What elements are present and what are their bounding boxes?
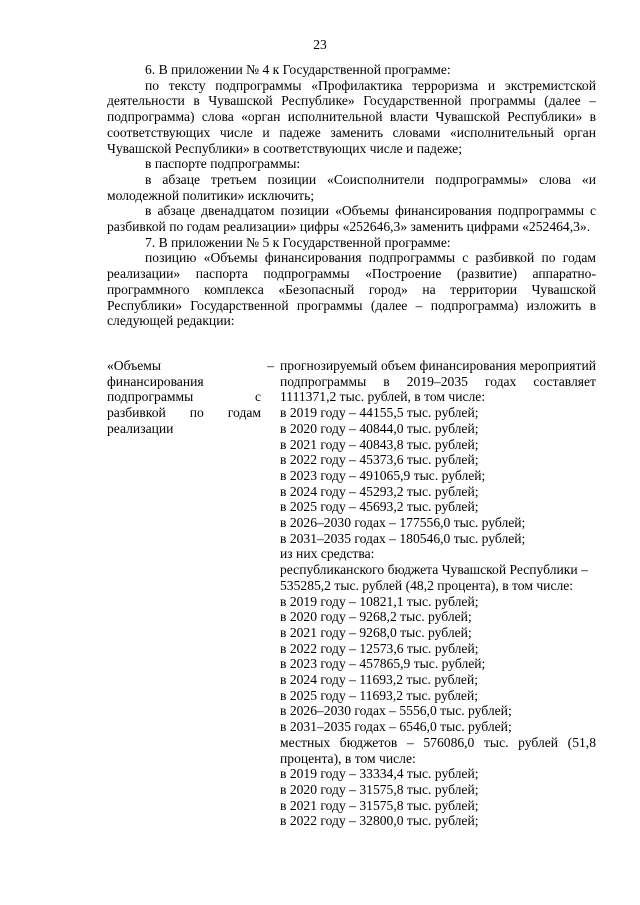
financing-line: в 2023 году – 491065,9 тыс. рублей;	[280, 467, 486, 483]
financing-line: в 2019 году – 44155,5 тыс. рублей;	[280, 405, 479, 421]
financing-line: в 2021 году – 31575,8 тыс. рублей;	[280, 797, 479, 813]
financing-line: в 2023 году – 457865,9 тыс. рублей;	[280, 656, 486, 672]
financing-line: в 2022 году – 32800,0 тыс. рублей;	[280, 813, 479, 829]
paragraph: 6. В приложении № 4 к Государственной программе:	[145, 62, 451, 77]
financing-line: местных бюджетов – 576086,0 тыс. рублей (51,8 процента), в том числе:	[280, 734, 596, 766]
paragraph: позицию «Объемы финансирования подпрограммы с разбивкой по годам реализации» паспорта подпрограммы «Построение (развитие) аппаратно-программного комплекса «Безопасный город» на территории Чувашской Республики» Государственной программы (далее – подпрограмма) изложить в следующей редакции:	[107, 250, 596, 329]
financing-line: в 2031–2035 годах – 6546,0 тыс. рублей;	[280, 719, 512, 735]
financing-line: в 2026–2030 годах – 5556,0 тыс. рублей;	[280, 703, 512, 719]
financing-line: в 2025 году – 11693,2 тыс. рублей;	[280, 687, 479, 703]
financing-line: в 2019 году – 10821,1 тыс. рублей;	[280, 593, 479, 609]
financing-line: в 2021 году – 40843,8 тыс. рублей;	[280, 436, 479, 452]
financing-line: в 2026–2030 годах – 177556,0 тыс. рублей;	[280, 515, 526, 531]
paragraph: в абзаце третьем позиции «Соисполнители подпрограммы» слова «и молодежной политики» исключить;	[107, 171, 596, 203]
financing-line: в 2020 году – 40844,0 тыс. рублей;	[280, 420, 479, 436]
paragraph: 7. В приложении № 5 к Государственной программе:	[145, 234, 451, 250]
financing-value-cell	[280, 358, 596, 829]
paragraph: в паспорте подпрограммы:	[145, 156, 301, 172]
page-number: 23	[313, 37, 327, 52]
document-body	[107, 62, 596, 329]
financing-line: в 2024 году – 11693,2 тыс. рублей;	[280, 672, 479, 688]
financing-line: в 2024 году – 45293,2 тыс. рублей;	[280, 483, 479, 499]
financing-table	[107, 358, 596, 829]
financing-line: в 2025 году – 45693,2 тыс. рублей;	[280, 499, 479, 515]
financing-line: из них средства:	[280, 546, 375, 562]
financing-line: в 2031–2035 годах – 180546,0 тыс. рублей;	[280, 530, 526, 546]
financing-line: в 2020 году – 31575,8 тыс. рублей;	[280, 781, 479, 797]
label-dash: –	[267, 358, 274, 373]
financing-label: «Объемы финансирования подпрограммы с разбивкой по годам реализации	[107, 358, 261, 436]
financing-label-cell	[107, 358, 274, 437]
paragraph: по тексту подпрограммы «Профилактика терроризма и экстремистской деятельности в Чувашской Республике» Государственной программы (далее – подпрограмма) слова «орган исполнительной власти Чувашской Республики» в соответствующих числе и падеже заменить словами «исполнительный орган Чувашской Республики» в соответствующих числе и падеже;	[107, 77, 596, 156]
financing-line: в 2019 году – 33334,4 тыс. рублей;	[280, 766, 479, 782]
financing-line: в 2022 году – 45373,6 тыс. рублей;	[280, 452, 479, 468]
paragraph: в абзаце двенадцатом позиции «Объемы финансирования подпрограммы с разбивкой по годам реализации» цифры «252646,3» заменить цифрами «252464,3».	[107, 203, 596, 235]
financing-line: в 2021 году – 9268,0 тыс. рублей;	[280, 624, 472, 640]
financing-line: в 2022 году – 12573,6 тыс. рублей;	[280, 640, 479, 656]
financing-line: республиканского бюджета Чувашской Республики – 535285,2 тыс. рублей (48,2 процента), в том числе:	[280, 562, 588, 593]
financing-line: прогнозируемый объем финансирования мероприятий подпрограммы в 2019–2035 годах составляет 1111371,2 тыс. рублей, в том числе:	[280, 358, 596, 405]
financing-line: в 2020 году – 9268,2 тыс. рублей;	[280, 609, 472, 625]
